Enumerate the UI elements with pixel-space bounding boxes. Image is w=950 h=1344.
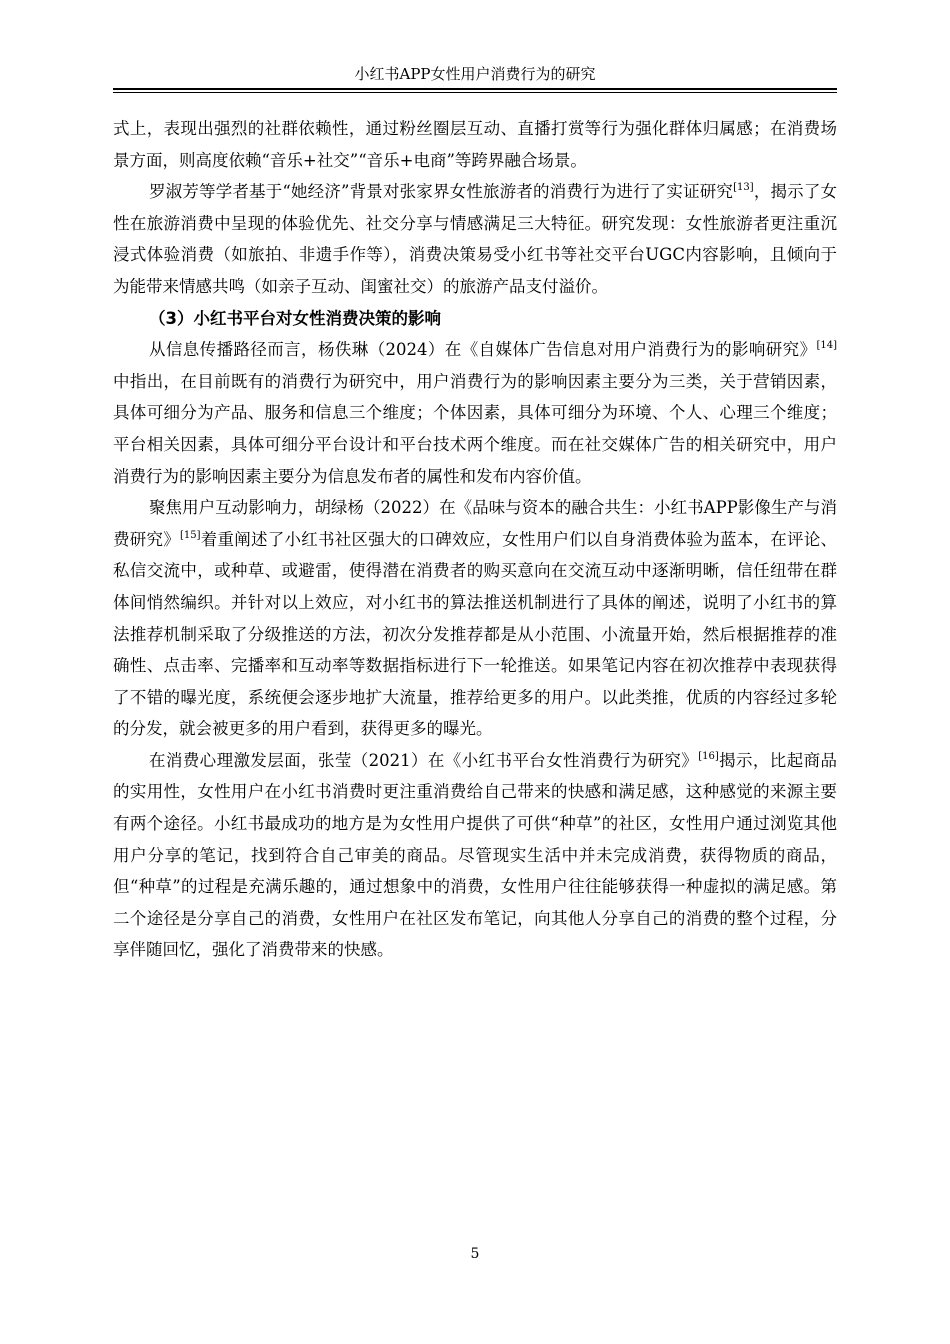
paragraph-text: 聚焦用户互动影响力，胡绿杨（2022）在《品味与资本的融合共生：小红书APP影像生产与消费研究》 — [113, 498, 837, 549]
paragraph-text: 罗淑芳等学者基于“她经济”背景对张家界女性旅游者的消费行为进行了实证研究 — [149, 182, 734, 202]
paragraph-yang-yilin — [113, 334, 837, 492]
running-header: 小红书APP女性用户消费行为的研究 — [354, 65, 596, 83]
paragraph-text: 在消费心理激发层面，张莹（2021）在《小红书平台女性消费行为研究》 — [149, 750, 699, 770]
section-heading: （3）小红书平台对女性消费决策的影响 — [149, 308, 441, 328]
citation-ref: [16] — [698, 750, 719, 762]
citation-ref: [14] — [816, 340, 837, 352]
body-text — [113, 113, 837, 966]
header-rule-thin — [113, 92, 837, 93]
paragraph-text: 着重阐述了小红书社区强大的口碑效应，女性用户们以自身消费体验为蓝本，在评论、私信交流中，或种草、或避雷，使得潜在消费者的购买意向在交流互动中逐渐明晰，信任纽带在群体间悄然编织。并针对以上效应，对小红书的算法推送机制进行了具体的阐述，说明了小红书的算法推荐机制采取了分级推送的方法，初次分发推荐都是从小范围、小流量开始，然后根据推荐的准 确性、点击率、完播率和互动率等数据指标进行下一轮推送。如果笔记内容在初次推荐中表现获得了不错的曝光度，系统便会逐步地扩大流量，推荐给更多的用户。以此类推，优质的内容经过多轮的分发，就会被更多的用户看到，获得更多的曝光。 — [113, 529, 838, 739]
header-rule-thick — [113, 88, 837, 90]
citation-ref: [13] — [733, 182, 754, 194]
page-number: 5 — [470, 1246, 480, 1262]
paragraph-hu-lvyang — [113, 492, 837, 745]
paragraph-continued: 式上，表现出强烈的社群依赖性，通过粉丝圈层互动、直播打赏等行为强化群体归属感；在消费场景方面，则高度依赖“音乐+社交”“音乐+电商”等跨界融合场景。 — [113, 119, 837, 170]
paragraph-text: 中指出，在目前既有的消费行为研究中，用户消费行为的影响因素主要分为三类，关于营销因素，具体可细分为产品、服务和信息三个维度；个体因素，具体可细分为环境、个人、心理三个维度；平台相关因素，具体可细分平台设计和平台技术两个维度。而在社交媒体广告的相关研究中，用户消费行为的影响因素主要分为信息发布者的属性和发布内容价值。 — [113, 371, 837, 486]
paragraph-text: 从信息传播路径而言，杨佚琳（2024）在《自媒体广告信息对用户消费行为的影响研究》 — [149, 340, 817, 360]
paragraph-zhang-ying — [113, 745, 837, 966]
paragraph-text: 揭示，比起商品的实用性，女性用户在小红书消费时更注重消费给自己带来的快感和满足感，这种感觉的来源主要有两个途径。小红书最成功的地方是为女性用户提供了可供“种草”的社区，女性用户通过浏览其他用户分享的笔记，找到符合自己审美的商品。尽管现实生活中并未完成消费，获得物质的商品，但“种草”的过程是充满乐趣的，通过想象中的消费，女性用户往往能够获得一种虚拟的满足感。第二个途径是分享自己的消费，女性用户在社区发布笔记，向其他人分享自己的消费的整个过程，分享伴随回忆，强化了消费带来的快感。 — [113, 750, 837, 960]
paragraph-text: ，揭示了女性在旅游消费中呈现的体验优先、社交分享与情感满足三大特征。研究发现：女性旅游者更注重沉浸式体验消费（如旅拍、非遗手作等），消费决策易受小红书等社交平台UGC内容影响，且倾向于为能带来情感共鸣（如亲子互动、闺蜜社交）的旅游产品支付溢价。 — [113, 182, 838, 296]
paragraph-luo-shufang — [113, 176, 837, 302]
citation-ref: [15] — [180, 529, 201, 541]
